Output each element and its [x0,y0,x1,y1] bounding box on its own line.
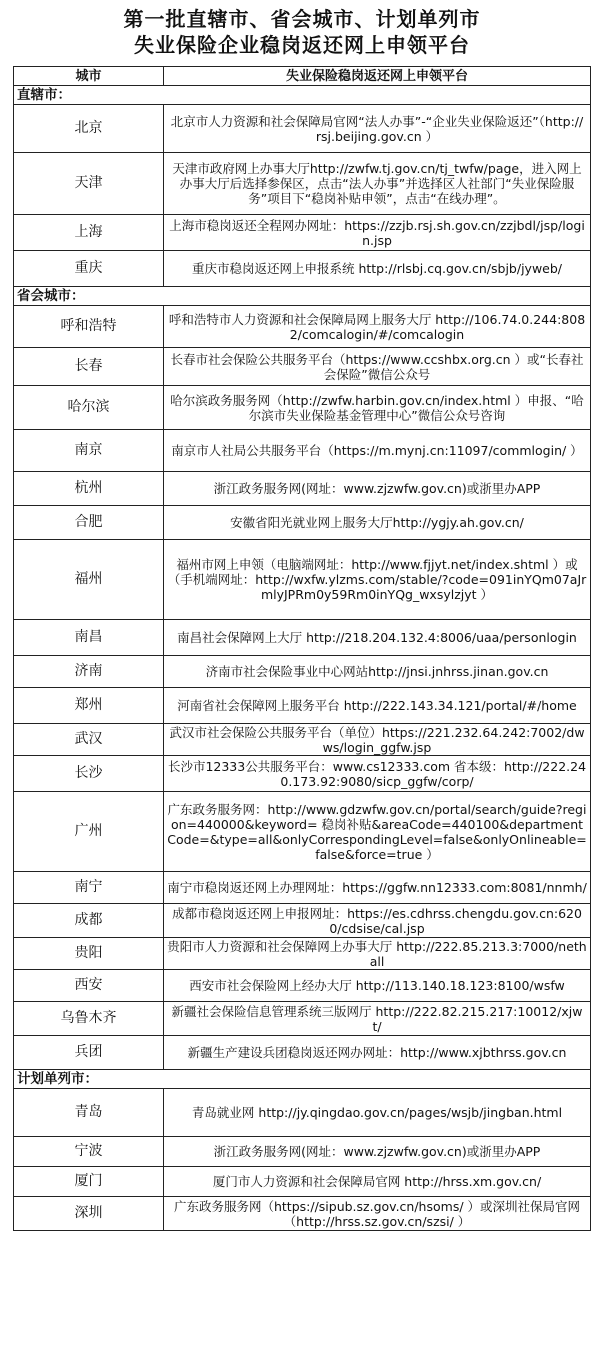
platform-cell: 河南省社会保障网上服务平台 http://222.143.34.121/portal/#/home [164,688,591,724]
city-cell: 北京 [14,105,164,153]
header-platform: 失业保险稳岗返还网上申领平台 [164,67,591,86]
section-row [14,86,591,105]
table-row [14,1137,591,1167]
city-cell: 郑州 [14,688,164,724]
city-cell: 济南 [14,656,164,688]
city-cell: 宁波 [14,1137,164,1167]
city-cell: 成都 [14,904,164,938]
platform-cell: 南宁市稳岗返还网上办理网址：https://ggfw.nn12333.com:8081/nnmh/ [164,872,591,904]
table-row [14,251,591,287]
city-cell: 杭州 [14,472,164,506]
platform-cell: 新疆生产建设兵团稳岗返还网办网址：http://www.xjbthrss.gov.cn [164,1036,591,1070]
platform-cell: 厦门市人力资源和社会保障局官网 http://hrss.xm.gov.cn/ [164,1167,591,1197]
section-row [14,287,591,306]
table-row [14,1167,591,1197]
platform-cell: 长沙市12333公共服务平台：www.cs12333.com 省本级：http://222.240.173.92:9080/sicp_ggfw/corp/ [164,756,591,792]
table-row [14,1089,591,1137]
platform-cell: 青岛就业网 http://jy.qingdao.gov.cn/pages/wsjb/jingban.html [164,1089,591,1137]
city-cell: 广州 [14,792,164,872]
city-cell: 贵阳 [14,938,164,970]
city-cell: 长春 [14,348,164,386]
platform-cell: 武汉市社会保险公共服务平台（单位）https://221.232.64.242:7002/dwws/login_ggfw.jsp [164,724,591,756]
title-line-2: 失业保险企业稳岗返还网上申领平台 [134,33,470,57]
table-row [14,688,591,724]
table-row [14,306,591,348]
table-row [14,506,591,540]
platform-cell: 天津市政府网上办事大厅http://zwfw.tj.gov.cn/tj_twfw/page，进入网上办事大厅后选择参保区，点击“法人办事”并选择区人社部门“失业保险服务”项目下“稳岗补贴申领”，点击“在线办理”。 [164,153,591,215]
platform-cell: 成都市稳岗返还网上申报网址：https://es.cdhrss.chengdu.gov.cn:6200/cdsise/cal.jsp [164,904,591,938]
section-label: 直辖市： [14,86,591,105]
table-body [14,86,591,1231]
page-title [0,0,604,58]
table-row [14,1036,591,1070]
table-row [14,215,591,251]
table-row [14,872,591,904]
platform-cell: 浙江政务服务网(网址：www.zjzwfw.gov.cn)或浙里办APP [164,472,591,506]
table-row [14,430,591,472]
city-cell: 青岛 [14,1089,164,1137]
section-label: 省会城市： [14,287,591,306]
table-row [14,938,591,970]
table-row [14,756,591,792]
table-row [14,540,591,620]
table-row [14,105,591,153]
city-cell: 哈尔滨 [14,386,164,430]
table-row [14,792,591,872]
platform-cell: 哈尔滨政务服务网（http://zwfw.harbin.gov.cn/index.html ）申报、“哈尔滨市失业保险基金管理中心”微信公众号咨询 [164,386,591,430]
title-line-1: 第一批直辖市、省会城市、计划单列市 [123,7,481,31]
city-cell: 西安 [14,970,164,1002]
platform-cell: 广东政务服务网：http://www.gdzwfw.gov.cn/portal/search/guide?region=440000&keyword= 稳岗补贴&areaCode=440100&departmentCode=&type=all&onlyCorrespondingLevel=false&onlyOnlineable=false&force=true ） [164,792,591,872]
city-cell: 深圳 [14,1197,164,1231]
table-row [14,1197,591,1231]
city-cell: 武汉 [14,724,164,756]
platform-cell: 北京市人力资源和社会保障局官网“法人办事”-“企业失业保险返还”（http:// rsj.beijing.gov.cn ） [164,105,591,153]
platform-table [13,66,591,1231]
table-row [14,904,591,938]
city-cell: 天津 [14,153,164,215]
platform-cell: 浙江政务服务网(网址：www.zjzwfw.gov.cn)或浙里办APP [164,1137,591,1167]
platform-cell: 新疆社会保险信息管理系统三版网厅 http://222.82.215.217:10012/xjwt/ [164,1002,591,1036]
platform-cell: 福州市网上申领（电脑端网址：http://www.fjjyt.net/index.shtml ）或（手机端网址：http://wxfw.ylzms.com/stable/?code=091inYQm07aJrmlyJPRm0y59Rm0inYQg_wxsylzjyt ） [164,540,591,620]
city-cell: 兵团 [14,1036,164,1070]
city-cell: 上海 [14,215,164,251]
table-row [14,724,591,756]
city-cell: 福州 [14,540,164,620]
city-cell: 合肥 [14,506,164,540]
platform-cell: 呼和浩特市人力资源和社会保障局网上服务大厅 http://106.74.0.244:8082/comcalogin/#/comcalogin [164,306,591,348]
city-cell: 乌鲁木齐 [14,1002,164,1036]
city-cell: 南昌 [14,620,164,656]
platform-cell: 贵阳市人力资源和社会保障网上办事大厅 http://222.85.213.3:7000/nethall [164,938,591,970]
table-row [14,153,591,215]
platform-cell: 济南市社会保险事业中心网站http://jnsi.jnhrss.jinan.gov.cn [164,656,591,688]
platform-cell: 长春市社会保险公共服务平台（https://www.ccshbx.org.cn ）或“长春社会保险”微信公众号 [164,348,591,386]
city-cell: 重庆 [14,251,164,287]
city-cell: 南宁 [14,872,164,904]
platform-cell: 上海市稳岗返还全程网办网址：https://zzjb.rsj.sh.gov.cn/zzjbdl/jsp/login.jsp [164,215,591,251]
platform-cell: 重庆市稳岗返还网上申报系统 http://rlsbj.cq.gov.cn/sbjb/jyweb/ [164,251,591,287]
table-row [14,472,591,506]
city-cell: 南京 [14,430,164,472]
table-row [14,656,591,688]
table-header-row [14,67,591,86]
table-row [14,386,591,430]
city-cell: 厦门 [14,1167,164,1197]
table-row [14,348,591,386]
section-label: 计划单列市： [14,1070,591,1089]
table-row [14,620,591,656]
platform-cell: 南昌社会保障网上大厅 http://218.204.132.4:8006/uaa/personlogin [164,620,591,656]
section-row [14,1070,591,1089]
header-city: 城市 [14,67,164,86]
platform-cell: 南京市人社局公共服务平台（https://m.mynj.cn:11097/commlogin/ ） [164,430,591,472]
city-cell: 呼和浩特 [14,306,164,348]
city-cell: 长沙 [14,756,164,792]
platform-cell: 西安市社会保险网上经办大厅 http://113.140.18.123:8100/wsfw [164,970,591,1002]
table-row [14,1002,591,1036]
platform-cell: 安徽省阳光就业网上服务大厅http://ygjy.ah.gov.cn/ [164,506,591,540]
platform-cell: 广东政务服务网（https://sipub.sz.gov.cn/hsoms/ ）或深圳社保局官网（http://hrss.sz.gov.cn/szsi/ ） [164,1197,591,1231]
table-row [14,970,591,1002]
